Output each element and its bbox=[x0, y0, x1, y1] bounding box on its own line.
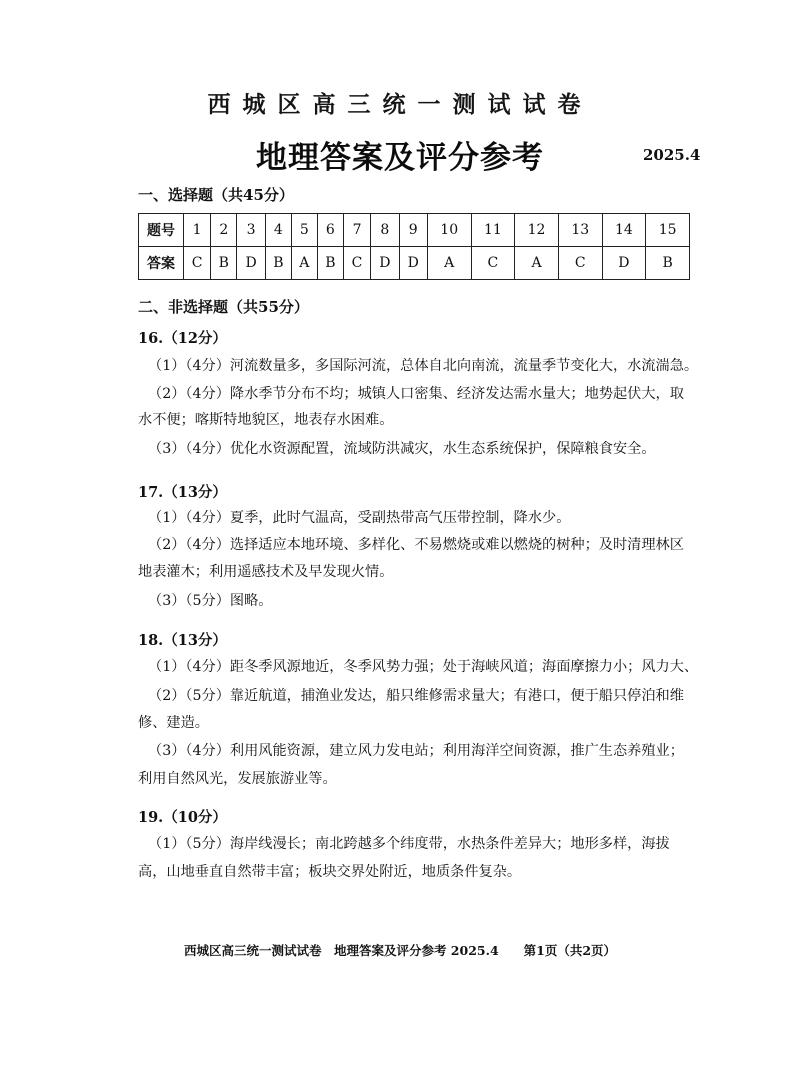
exam-title: 西城区高三统一测试试卷 bbox=[207, 91, 593, 118]
question-number: 6 bbox=[317, 214, 343, 247]
q19-answer-line: （1）（5分）海岸线漫长；南北跨越多个纬度带，水热条件差异大；地形多样，海拔 bbox=[148, 836, 670, 852]
answer-cell: D bbox=[371, 247, 399, 280]
section-free-response-heading: 二、非选择题（共55分） bbox=[138, 298, 309, 316]
q18-answer-line: （3）（4分）利用风能资源，建立风力发电站；利用海洋空间资源，推广生态养殖业； bbox=[148, 743, 684, 759]
multiple-choice-answer-table bbox=[138, 213, 690, 280]
answer-cell: C bbox=[471, 247, 515, 280]
row-label-number: 题号 bbox=[139, 214, 184, 247]
q16-answer-line: 水不便；喀斯特地貌区，地表存水困难。 bbox=[138, 412, 394, 428]
question-17-label: 17.（13分） bbox=[138, 484, 227, 501]
answer-cell: B bbox=[211, 247, 237, 280]
question-number: 9 bbox=[399, 214, 427, 247]
q19-answer-line: 高，山地垂直自然带丰富；板块交界处附近，地质条件复杂。 bbox=[138, 864, 522, 880]
q17-answer-line: 地表灌木；利用遥感技术及早发现火情。 bbox=[138, 564, 394, 580]
answer-cell: B bbox=[317, 247, 343, 280]
answer-cell: B bbox=[646, 247, 690, 280]
question-18-label: 18.（13分） bbox=[138, 632, 227, 649]
question-number: 13 bbox=[558, 214, 602, 247]
answer-row bbox=[139, 247, 690, 280]
answer-cell: D bbox=[399, 247, 427, 280]
question-number: 11 bbox=[471, 214, 515, 247]
page-footer: 西城区高三统一测试试卷 地理答案及评分参考 2025.4 第1页（共2页） bbox=[183, 943, 617, 958]
question-number: 3 bbox=[237, 214, 265, 247]
question-number: 12 bbox=[515, 214, 559, 247]
q17-answer-line: （3）（5分）图略。 bbox=[148, 593, 273, 609]
answer-cell: A bbox=[427, 247, 471, 280]
answer-cell: D bbox=[602, 247, 646, 280]
answer-cell: D bbox=[237, 247, 265, 280]
answer-cell: A bbox=[291, 247, 317, 280]
answer-cell: C bbox=[558, 247, 602, 280]
question-number: 1 bbox=[184, 214, 211, 247]
question-number-row bbox=[139, 214, 690, 247]
question-number: 7 bbox=[343, 214, 370, 247]
question-number: 14 bbox=[602, 214, 646, 247]
q17-answer-line: （2）（4分）选择适应本地环境、多样化、不易燃烧或难以燃烧的树种；及时清理林区 bbox=[148, 537, 684, 553]
answer-cell: B bbox=[265, 247, 291, 280]
row-label-answer: 答案 bbox=[139, 247, 184, 280]
q16-answer-line: （3）（4分）优化水资源配置，流域防洪减灾，水生态系统保护，保障粮食安全。 bbox=[148, 441, 656, 457]
question-number: 10 bbox=[427, 214, 471, 247]
answer-cell: A bbox=[515, 247, 559, 280]
answer-cell: C bbox=[184, 247, 211, 280]
q16-answer-line: （2）（4分）降水季节分布不均；城镇人口密集、经济发达需水量大；地势起伏大，取 bbox=[148, 386, 684, 402]
answer-cell: C bbox=[343, 247, 370, 280]
q18-answer-line: 利用自然风光，发展旅游业等。 bbox=[138, 771, 337, 787]
question-16-label: 16.（12分） bbox=[138, 330, 227, 347]
q16-answer-line: （1）（4分）河流数量多，多国际河流，总体自北向南流，流量季节变化大，水流湍急。 bbox=[148, 358, 699, 374]
question-19-label: 19.（10分） bbox=[138, 809, 227, 826]
answer-key-title: 地理答案及评分参考 bbox=[256, 140, 544, 176]
exam-date: 2025.4 bbox=[643, 146, 701, 164]
section-multiple-choice-heading: 一、选择题（共45分） bbox=[138, 186, 294, 204]
question-number: 2 bbox=[211, 214, 237, 247]
q18-answer-line: （2）（5分）靠近航道，捕渔业发达，船只维修需求量大；有港口，便于船只停泊和维 bbox=[148, 688, 684, 704]
q18-answer-line: （1）（4分）距冬季风源地近，冬季风势力强；处于海峡风道；海面摩擦力小；风力大、 bbox=[148, 659, 699, 675]
question-number: 8 bbox=[371, 214, 399, 247]
question-number: 5 bbox=[291, 214, 317, 247]
q18-answer-line: 修、建造。 bbox=[138, 715, 209, 731]
question-number: 4 bbox=[265, 214, 291, 247]
question-number: 15 bbox=[646, 214, 690, 247]
q17-answer-line: （1）（4分）夏季，此时气温高，受副热带高气压带控制，降水少。 bbox=[148, 510, 571, 526]
